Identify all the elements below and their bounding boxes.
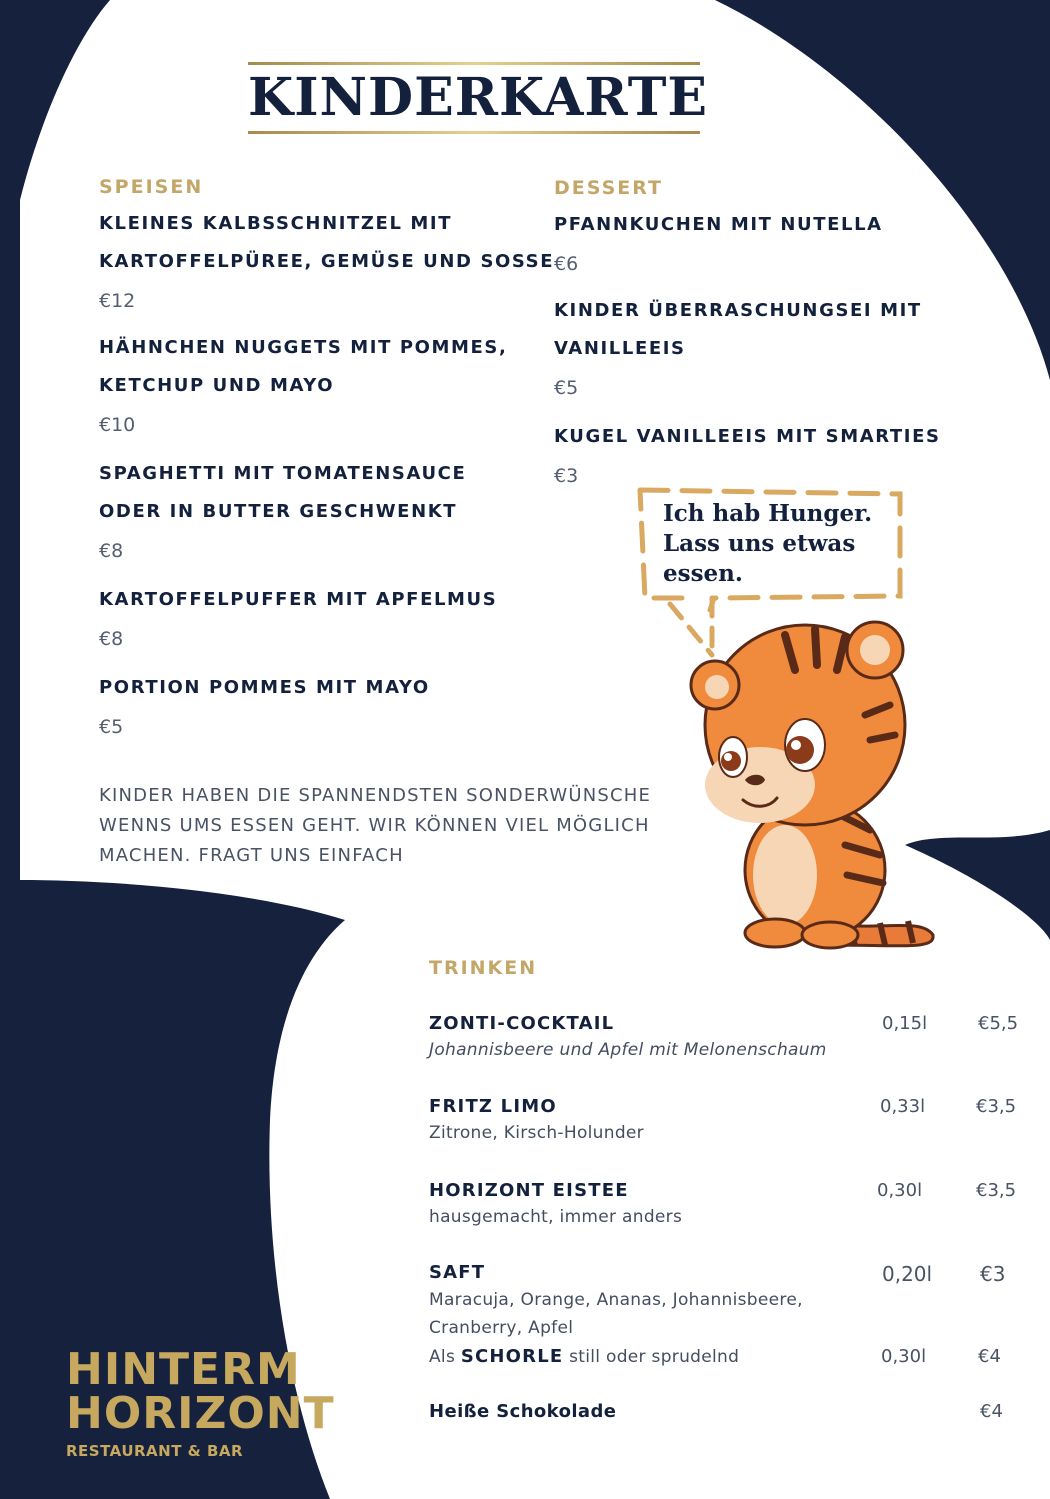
dessert-item-price: €5	[554, 377, 579, 399]
dessert-item-price: €6	[554, 253, 579, 275]
logo-line-1: HINTERM	[66, 1344, 301, 1395]
special-wishes-note	[99, 781, 651, 871]
drink-name: FRITZ LIMO	[429, 1096, 557, 1117]
drink-volume: 0,30l	[877, 1180, 923, 1201]
logo-line-3: RESTAURANT & BAR	[66, 1442, 244, 1460]
food-item	[99, 455, 466, 531]
drink-price: €3	[980, 1262, 1006, 1286]
drink-name: HORIZONT EISTEE	[429, 1180, 629, 1201]
restaurant-logo	[66, 1344, 335, 1460]
drink-description: Cranberry, Apfel	[429, 1318, 574, 1338]
drink-description: hausgemacht, immer anders	[429, 1207, 683, 1227]
food-item	[99, 205, 554, 281]
dessert-item-line: KUGEL VANILLEEIS MIT SMARTIES	[554, 426, 941, 447]
note-line: WENNS UMS ESSEN GEHT. WIR KÖNNEN VIEL MÖGLICH	[99, 815, 650, 836]
title-text: KINDERKARTE	[248, 67, 709, 128]
drink-name: SAFT	[429, 1262, 486, 1283]
food-item-line: PORTION POMMES MIT MAYO	[99, 677, 430, 698]
food-item-line: KETCHUP UND MAYO	[99, 375, 335, 396]
speech-bubble-text	[663, 499, 872, 589]
schorle-line	[429, 1346, 739, 1367]
drink-price: €4	[980, 1401, 1003, 1422]
drink-name: Heiße Schokolade	[429, 1401, 617, 1422]
drink-price: €4	[978, 1346, 1001, 1367]
dessert-item-price: €3	[554, 465, 579, 487]
bubble-line: essen.	[663, 560, 743, 587]
note-line: KINDER HABEN DIE SPANNENDSTEN SONDERWÜNSCHE	[99, 785, 652, 806]
title-rule-top	[248, 62, 700, 65]
dessert-item	[554, 206, 883, 244]
food-item-line: SPAGHETTI MIT TOMATENSAUCE	[99, 463, 467, 484]
drink-volume: 0,30l	[881, 1346, 927, 1367]
bubble-line: Ich hab Hunger.	[663, 500, 873, 527]
dessert-item	[554, 418, 941, 456]
drink-price: €5,5	[978, 1013, 1019, 1034]
food-item-line: KARTOFFELPÜREE, GEMÜSE UND SOSSE	[99, 251, 555, 272]
schorle-suffix: still oder sprudelnd	[563, 1347, 740, 1367]
note-line: MACHEN. FRAGT UNS EINFACH	[99, 845, 404, 866]
food-item-price: €12	[99, 290, 136, 312]
drink-volume: 0,15l	[882, 1013, 928, 1034]
schorle-name: SCHORLE	[460, 1346, 564, 1367]
menu-title	[248, 62, 709, 134]
drink-description: Zitrone, Kirsch-Holunder	[429, 1123, 644, 1143]
drink-price: €3,5	[976, 1180, 1017, 1201]
dessert-item-line: VANILLEEIS	[554, 338, 686, 359]
dessert-item-line: KINDER ÜBERRASCHUNGSEI MIT	[554, 300, 922, 321]
food-item-line: KARTOFFELPUFFER MIT APFELMUS	[99, 589, 498, 610]
dessert-item-line: PFANNKUCHEN MIT NUTELLA	[554, 214, 883, 235]
food-item-price: €5	[99, 716, 124, 738]
drink-description: Maracuja, Orange, Ananas, Johannisbeere,	[429, 1290, 803, 1310]
drink-description: Johannisbeere und Apfel mit Melonenschaum	[429, 1040, 827, 1060]
food-item-price: €10	[99, 414, 136, 436]
section-heading-trinken: TRINKEN	[429, 957, 538, 979]
food-item	[99, 329, 507, 405]
food-item-price: €8	[99, 628, 124, 650]
drink-volume: 0,20l	[882, 1262, 933, 1286]
food-item-line: KLEINES KALBSSCHNITZEL MIT	[99, 213, 453, 234]
dessert-item	[554, 292, 922, 368]
logo-line-2: HORIZONT	[66, 1388, 335, 1439]
drink-price: €3,5	[976, 1096, 1017, 1117]
bubble-line: Lass uns etwas	[663, 530, 856, 557]
food-item	[99, 669, 430, 707]
food-item-line: HÄHNCHEN NUGGETS MIT POMMES,	[99, 337, 508, 358]
section-heading-speisen: SPEISEN	[99, 176, 204, 198]
food-item-line: ODER IN BUTTER GESCHWENKT	[99, 501, 458, 522]
food-item	[99, 581, 497, 619]
schorle-prefix: Als	[429, 1347, 461, 1367]
section-heading-dessert: DESSERT	[554, 177, 663, 199]
food-item-price: €8	[99, 540, 124, 562]
drink-volume: 0,33l	[880, 1096, 926, 1117]
tiger-cub-illustration	[665, 615, 950, 950]
title-rule-bottom	[248, 131, 700, 134]
drink-name: ZONTI-COCKTAIL	[429, 1013, 615, 1034]
